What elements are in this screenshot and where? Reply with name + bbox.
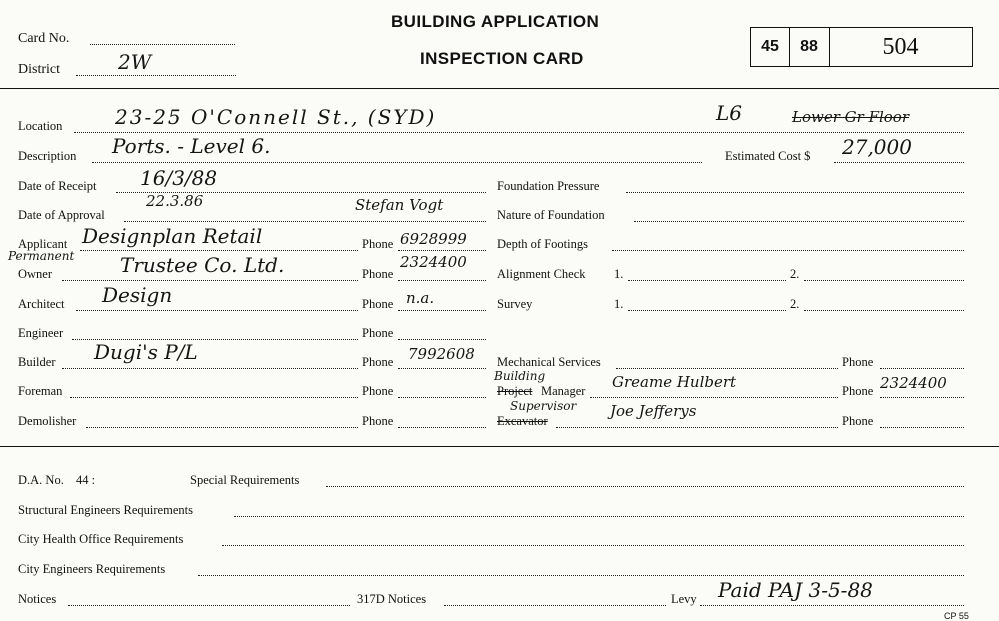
- date-of-receipt-value: 16/3/88: [140, 166, 218, 190]
- estimated-cost-label: Estimated Cost $: [725, 149, 811, 163]
- demolisher-phone-label: Phone: [362, 414, 394, 428]
- applicant-label: Applicant: [18, 237, 68, 251]
- manager-line: [590, 397, 838, 398]
- levy-label: Levy: [671, 592, 697, 606]
- applicant-value: Designplan Retail: [82, 224, 263, 248]
- alignment-line-1: [628, 280, 786, 281]
- special-requirements-line: [326, 486, 964, 487]
- demolisher-line: [86, 427, 358, 428]
- form-code: CP 55: [944, 611, 969, 621]
- da-no-label: D.A. No.: [18, 473, 64, 487]
- architect-phone-label: Phone: [362, 297, 394, 311]
- survey-label: Survey: [497, 297, 533, 311]
- foreman-phone-label: Phone: [362, 384, 394, 398]
- owner-value: Trustee Co. Ltd.: [120, 253, 285, 277]
- project-struck-label: Project: [497, 384, 533, 398]
- builder-phone-line: [398, 368, 486, 369]
- form-title-line1: BUILDING APPLICATION: [391, 12, 600, 31]
- notices-317d-line: [444, 605, 666, 606]
- supervisor-value: Joe Jefferys: [610, 402, 697, 420]
- owner-line: [62, 280, 358, 281]
- description-value: Ports. - Level 6.: [112, 134, 271, 158]
- health-requirements-label: City Health Office Requirements: [18, 532, 184, 546]
- card-number-box-3: 504: [829, 27, 973, 67]
- demolisher-label: Demolisher: [18, 414, 77, 428]
- date-of-approval-value: 22.3.86: [146, 192, 204, 210]
- survey-num-2: 2.: [790, 297, 800, 311]
- date-of-approval-line: [124, 221, 486, 222]
- nature-of-foundation-line: [634, 221, 964, 222]
- structural-requirements-label: Structural Engineers Requirements: [18, 503, 193, 517]
- special-requirements-label: Special Requirements: [190, 473, 300, 487]
- manager-label: Manager: [541, 384, 586, 398]
- architect-label: Architect: [18, 297, 65, 311]
- description-line: [92, 162, 702, 163]
- engineer-phone-label: Phone: [362, 326, 394, 340]
- city-engineers-label: City Engineers Requirements: [18, 562, 166, 576]
- district-label: District: [18, 62, 60, 77]
- levy-value: Paid PAJ 3-5-88: [718, 578, 873, 602]
- mechanical-phone-line: [880, 368, 964, 369]
- approver-signature: Stefan Vogt: [355, 196, 444, 214]
- foreman-line: [70, 397, 358, 398]
- building-insert: Building: [494, 369, 546, 383]
- date-of-receipt-label: Date of Receipt: [18, 179, 97, 193]
- foreman-phone-line: [398, 397, 486, 398]
- supervisor-line: [556, 427, 838, 428]
- estimated-cost-line: [834, 162, 964, 163]
- engineer-label: Engineer: [18, 326, 64, 340]
- foreman-label: Foreman: [18, 384, 63, 398]
- health-requirements-line: [222, 545, 964, 546]
- manager-value: Greame Hulbert: [612, 373, 737, 391]
- district-value: 2W: [118, 50, 152, 74]
- form-title-line2: INSPECTION CARD: [420, 49, 584, 68]
- alignment-num-2: 2.: [790, 267, 800, 281]
- foundation-pressure-label: Foundation Pressure: [497, 179, 600, 193]
- location-label: Location: [18, 119, 63, 133]
- supervisor-phone-line: [880, 427, 964, 428]
- owner-prefix: Permanent: [8, 249, 75, 263]
- description-label: Description: [18, 149, 77, 163]
- nature-of-foundation-label: Nature of Foundation: [497, 208, 605, 222]
- excavator-struck-label: Excavator: [497, 414, 548, 428]
- estimated-cost-value: 27,000: [842, 135, 912, 159]
- owner-phone-value: 2324400: [400, 253, 467, 271]
- notices-line: [68, 605, 350, 606]
- applicant-phone-label: Phone: [362, 237, 394, 251]
- builder-line: [62, 368, 358, 369]
- owner-phone-line: [398, 280, 486, 281]
- supervisor-phone-label: Phone: [842, 414, 874, 428]
- structural-requirements-line: [234, 516, 964, 517]
- notices-label: Notices: [18, 592, 57, 606]
- card-number-box-1: 45: [750, 27, 790, 67]
- top-divider: [0, 88, 999, 89]
- mechanical-phone-label: Phone: [842, 355, 874, 369]
- builder-value: Dugi's P/L: [94, 340, 198, 364]
- builder-phone-value: 7992608: [408, 345, 475, 363]
- mechanical-services-label: Mechanical Services: [497, 355, 601, 369]
- depth-of-footings-line: [612, 250, 964, 251]
- alignment-check-label: Alignment Check: [497, 267, 586, 281]
- builder-phone-label: Phone: [362, 355, 394, 369]
- manager-phone-label: Phone: [842, 384, 874, 398]
- architect-value: Design: [102, 283, 173, 307]
- builder-label: Builder: [18, 355, 56, 369]
- foundation-pressure-line: [626, 192, 964, 193]
- mechanical-services-line: [616, 368, 838, 369]
- supervisor-insert: Supervisor: [510, 399, 577, 413]
- architect-line: [76, 310, 358, 311]
- card-no-label: Card No.: [18, 31, 70, 46]
- card-number-box-2: 88: [789, 27, 830, 67]
- applicant-phone-line: [398, 250, 486, 251]
- bottom-divider: [0, 446, 999, 447]
- location-struck-text: Lower Gr Floor: [792, 108, 910, 126]
- applicant-phone-value: 6928999: [400, 230, 467, 248]
- owner-label: Owner: [18, 267, 53, 281]
- survey-num-1: 1.: [614, 297, 624, 311]
- survey-line-1: [628, 310, 786, 311]
- date-of-approval-label: Date of Approval: [18, 208, 105, 222]
- owner-phone-label: Phone: [362, 267, 394, 281]
- da-no-value: 44 :: [76, 473, 96, 487]
- alignment-line-2: [804, 280, 964, 281]
- architect-phone-line: [398, 310, 486, 311]
- city-engineers-line: [198, 575, 964, 576]
- location-value: 23-25 O'Connell St., (SYD): [115, 105, 437, 129]
- demolisher-phone-line: [398, 427, 486, 428]
- depth-of-footings-label: Depth of Footings: [497, 237, 588, 251]
- engineer-phone-line: [398, 339, 486, 340]
- district-line: [76, 75, 236, 76]
- card-no-line: [90, 44, 235, 45]
- notices-317d-label: 317D Notices: [357, 592, 427, 606]
- manager-phone-value: 2324400: [880, 374, 947, 392]
- alignment-num-1: 1.: [614, 267, 624, 281]
- manager-phone-line: [880, 397, 964, 398]
- architect-phone-value: n.a.: [406, 289, 435, 307]
- levy-line: [700, 605, 964, 606]
- location-level: L6: [716, 101, 743, 125]
- location-line: [74, 132, 964, 133]
- applicant-line: [80, 250, 358, 251]
- survey-line-2: [804, 310, 964, 311]
